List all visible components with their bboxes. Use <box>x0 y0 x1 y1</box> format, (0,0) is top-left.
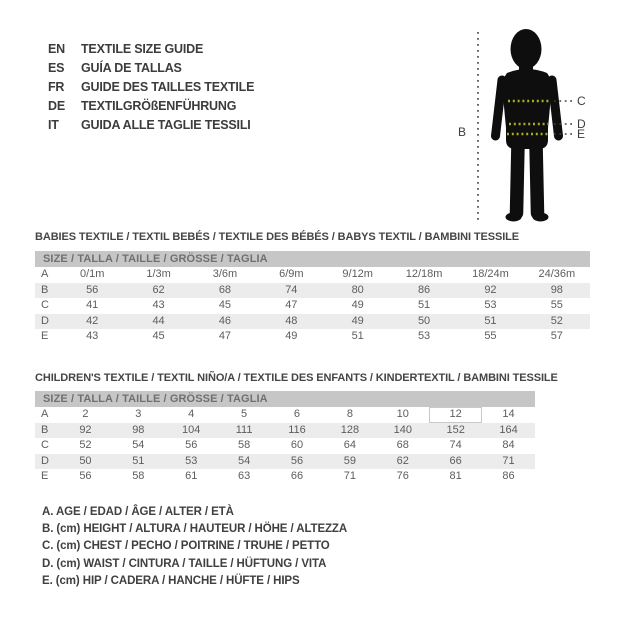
table-cell: 60 <box>290 439 304 451</box>
table-cell: 49 <box>351 299 364 311</box>
table-cell: 18/24m <box>472 268 509 280</box>
table-cell: 3 <box>135 408 142 420</box>
table-cell: 76 <box>396 470 409 482</box>
table-cell: 52 <box>550 314 563 327</box>
table-cell: 51 <box>351 330 364 342</box>
table-cell: 128 <box>340 423 360 436</box>
language-code: EN <box>48 42 65 56</box>
language-row <box>48 78 254 97</box>
babies-size-header: SIZE / TALLA / TAILLE / GRÖSSE / TAGLIA <box>35 251 590 267</box>
babies-size-table <box>35 251 590 345</box>
table-cell: 57 <box>550 330 563 342</box>
table-cell: 56 <box>79 470 92 482</box>
table-cell: 68 <box>396 439 409 451</box>
table-cell: 1/3m <box>146 268 171 280</box>
table-cell: 152 <box>446 423 465 436</box>
language-code: ES <box>48 61 65 75</box>
table-cell: 8 <box>346 408 353 420</box>
table-cell: 49 <box>285 330 298 342</box>
table-cell: 62 <box>396 454 409 467</box>
table-row <box>35 454 535 470</box>
table-row <box>35 298 590 314</box>
row-label: E <box>41 470 49 482</box>
legend-item: D. (cm) WAIST / CINTURA / TAILLE / HÜFTUNG / VITA <box>42 557 327 570</box>
table-cell: 53 <box>185 454 198 467</box>
table-cell: 51 <box>417 299 431 311</box>
silhouette-left-leg <box>517 144 519 213</box>
children-size-table <box>35 391 535 485</box>
table-cell: 104 <box>182 423 201 436</box>
language-guide-label: GUÍA DE TALLAS <box>81 61 182 75</box>
table-row <box>35 314 590 330</box>
table-cell: 49 <box>351 314 364 327</box>
table-cell: 0/1m <box>79 268 105 280</box>
table-cell: 45 <box>218 299 232 311</box>
row-label: E <box>41 330 49 342</box>
silhouette-torso <box>503 69 552 128</box>
table-cell: 92 <box>484 283 497 296</box>
table-cell: 51 <box>132 454 145 467</box>
table-cell: 50 <box>417 314 431 327</box>
table-cell: 9/12m <box>342 268 373 280</box>
table-cell: 55 <box>484 330 497 342</box>
table-cell: 5 <box>241 408 248 420</box>
table-cell: 98 <box>132 423 145 436</box>
silhouette-right-leg <box>536 144 538 213</box>
language-code: FR <box>48 80 65 94</box>
children-size-header: SIZE / TALLA / TAILLE / GRÖSSE / TAGLIA <box>35 391 535 407</box>
table-cell: 55 <box>550 299 563 311</box>
child-silhouette <box>496 29 559 222</box>
table-cell: 66 <box>290 470 304 482</box>
row-label: D <box>41 454 49 467</box>
language-guide-label: GUIDA ALLE TAGLIE TESSILI <box>81 118 251 132</box>
table-cell: 68 <box>218 283 232 296</box>
babies-table-body <box>35 267 590 345</box>
table-cell: 4 <box>188 408 195 420</box>
highlighted-size-cell: 12 <box>429 407 482 423</box>
legend-item: E. (cm) HIP / CADERA / HANCHE / HÜFTE / HIPS <box>42 574 300 587</box>
children-table-title: CHILDREN'S TEXTILE / TEXTIL NIÑO/A / TEXTILE DES ENFANTS / KINDERTEXTIL / BAMBINI TESSILE <box>35 372 558 384</box>
language-title-list <box>48 40 254 135</box>
row-label: B <box>41 423 49 436</box>
table-cell: 86 <box>417 283 431 296</box>
language-code: IT <box>48 118 59 132</box>
table-cell: 53 <box>417 330 431 342</box>
table-cell: 84 <box>502 439 515 451</box>
table-cell: 52 <box>79 439 92 451</box>
table-cell: 62 <box>152 283 165 296</box>
babies-table-title: BABIES TEXTILE / TEXTIL BEBÉS / TEXTILE DES BÉBÉS / BABYS TEXTIL / BAMBINI TESSILE <box>35 231 520 243</box>
table-cell: 43 <box>86 330 99 342</box>
silhouette-right-arm <box>552 80 559 136</box>
table-cell: 54 <box>132 439 145 451</box>
table-cell: 47 <box>218 330 232 342</box>
table-cell: 71 <box>343 470 356 482</box>
table-cell: 54 <box>237 454 251 467</box>
table-cell: 12/18m <box>405 268 443 280</box>
table-cell: 111 <box>235 423 253 436</box>
table-cell: 74 <box>285 283 298 296</box>
row-label: C <box>41 439 49 451</box>
row-label: A <box>41 268 49 280</box>
table-cell: 116 <box>288 423 306 436</box>
chest-label: C <box>577 94 586 108</box>
silhouette-left-arm <box>496 80 503 136</box>
table-cell: 44 <box>152 314 165 327</box>
table-cell: 45 <box>152 330 165 342</box>
language-row <box>48 40 254 59</box>
table-cell: 10 <box>396 408 409 420</box>
language-row <box>48 116 254 135</box>
language-row <box>48 59 254 78</box>
table-cell: 41 <box>86 299 99 311</box>
table-cell: 92 <box>79 423 92 436</box>
row-label: D <box>41 314 49 327</box>
table-cell: 6 <box>293 408 301 420</box>
table-cell: 164 <box>499 423 518 436</box>
legend-item: A. AGE / EDAD / ÂGE / ALTER / ETÀ <box>42 506 234 518</box>
child-silhouette-figure <box>450 16 605 228</box>
table-cell: 6/9m <box>279 268 304 280</box>
language-guide-label: TEXTILGRÖßENFÜHRUNG <box>81 99 237 113</box>
table-cell: 46 <box>218 314 232 327</box>
table-cell: 51 <box>484 314 497 327</box>
legend-item: C. (cm) CHEST / PECHO / POITRINE / TRUHE / PETTO <box>42 540 330 553</box>
table-cell: 2 <box>82 408 89 420</box>
table-cell: 64 <box>343 439 356 451</box>
table-cell: 63 <box>237 470 251 482</box>
table-cell: 48 <box>285 314 298 327</box>
waist-label: D <box>577 117 586 131</box>
table-cell: 61 <box>185 470 198 482</box>
table-cell: 14 <box>502 408 515 420</box>
table-cell: 80 <box>351 283 364 296</box>
table-cell: 42 <box>86 314 99 327</box>
table-row <box>35 267 590 283</box>
table-cell: 58 <box>237 439 251 451</box>
height-label: B <box>458 125 467 139</box>
table-row <box>35 469 535 485</box>
table-cell: 43 <box>152 299 165 311</box>
table-cell: 81 <box>449 470 462 482</box>
table-cell: 98 <box>550 283 563 296</box>
measurement-legend <box>42 504 347 590</box>
language-row <box>48 97 254 116</box>
language-guide-label: GUIDE DES TAILLES TEXTILE <box>81 80 255 94</box>
legend-item: B. (cm) HEIGHT / ALTURA / HAUTEUR / HÖHE / ALTEZZA <box>42 523 348 536</box>
table-row <box>35 283 590 299</box>
table-cell: 86 <box>502 470 515 482</box>
hip-label: E <box>577 127 586 141</box>
table-cell: 71 <box>502 454 515 467</box>
table-row <box>35 438 535 454</box>
table-cell: 56 <box>185 439 198 451</box>
table-cell: 56 <box>290 454 304 467</box>
table-cell: 58 <box>132 470 145 482</box>
language-code: DE <box>48 99 65 113</box>
table-row <box>35 407 535 423</box>
table-row <box>35 329 590 345</box>
table-cell: 74 <box>449 439 462 451</box>
row-label: C <box>41 299 49 311</box>
table-cell: 3/6m <box>212 268 238 280</box>
language-guide-label: TEXTILE SIZE GUIDE <box>81 42 204 56</box>
table-cell: 47 <box>285 299 298 311</box>
table-row <box>35 423 535 439</box>
row-label: B <box>41 283 49 296</box>
silhouette-left-foot <box>506 213 522 222</box>
table-cell: 59 <box>343 454 356 467</box>
table-cell: 66 <box>449 454 462 467</box>
table-cell: 140 <box>393 423 412 436</box>
row-label: A <box>41 408 49 420</box>
table-cell: 56 <box>86 283 99 296</box>
table-cell: 53 <box>484 299 497 311</box>
table-cell: 24/36m <box>538 268 576 280</box>
silhouette-right-foot <box>533 213 549 222</box>
children-table-body <box>35 407 535 485</box>
table-cell: 50 <box>79 454 92 467</box>
